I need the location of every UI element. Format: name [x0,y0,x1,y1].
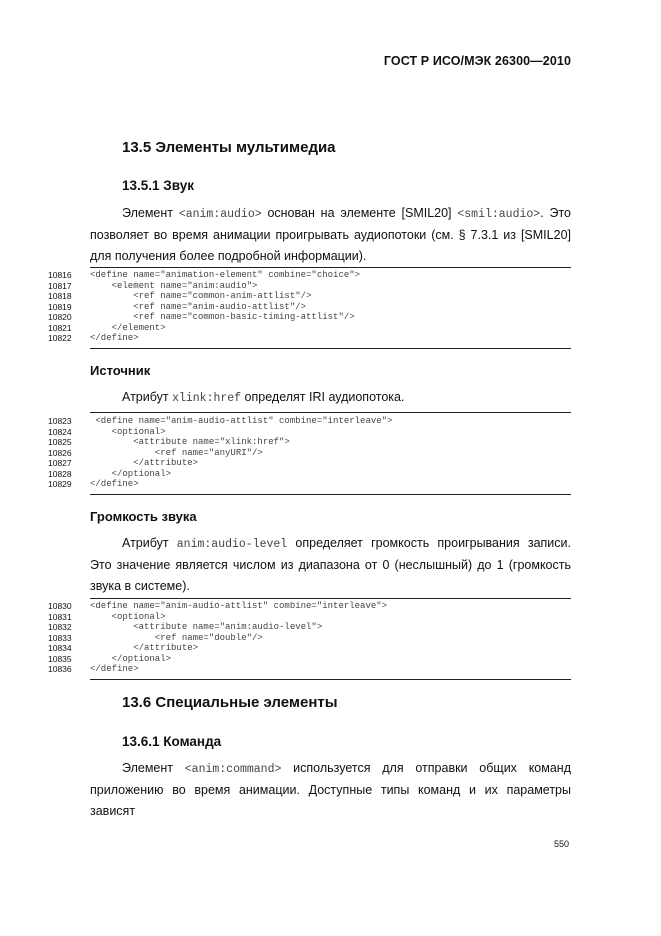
code-line [48,653,571,665]
code-block-1 [48,267,571,349]
line-number: 10825 [48,437,72,447]
code-text: </optional> [90,653,172,664]
line-number: 10822 [48,333,72,343]
code-text: <ref name="common-anim-attlist"/> [90,291,312,301]
code-line [48,270,571,281]
code-line [48,301,571,313]
code-text: </attribute> [90,643,199,653]
line-number: 10816 [48,270,72,280]
code-text: </define> [90,333,139,343]
code-line [48,622,571,633]
line-number: 10835 [48,653,72,664]
code-line [48,426,571,438]
audio-level-code: anim:audio-level [176,538,288,551]
line-number: 10824 [48,426,72,437]
code-text: <ref name="double"/> [90,632,263,643]
code-text: <optional> [90,611,166,622]
line-number: 10820 [48,312,72,322]
code-line [48,312,571,323]
page-number: 550 [553,839,569,849]
anim-audio-code: <anim:audio> [178,208,262,221]
xlink-href-code: xlink:href [172,392,242,405]
anim-command-code: <anim:command> [184,763,282,776]
line-number: 10821 [48,322,72,333]
line-number: 10836 [48,664,72,674]
code-line [48,458,571,469]
code-line [48,601,571,612]
code-text: </element> [90,322,166,333]
source-paragraph: Атрибут xlink:href определят IRI аудиопотока. [122,390,405,405]
line-number: 10817 [48,280,72,291]
code-text: <element name="anim:audio"> [90,280,258,291]
line-number: 10830 [48,601,72,611]
code-text: </define> [90,664,139,674]
code-text: <ref name="anim-audio-attlist"/> [90,301,307,312]
code-text: <define name="animation-element" combine="choice"> [90,270,361,280]
code-text: </define> [90,479,139,489]
code-text: <optional> [90,426,166,437]
section-13-5-title: 13.5 Элементы мультимедиа [122,139,336,156]
source-title: Источник [90,363,151,378]
line-number: 10832 [48,622,72,632]
line-number: 10829 [48,479,72,489]
document-header: ГОСТ Р ИСО/МЭК 26300—2010 [383,54,571,68]
code-line [48,447,571,459]
code-line [48,664,571,675]
command-paragraph: Элемент <anim:command> используется для отправки общих команд приложению во время анимации. Доступные типы команд и их параметры зависят [90,761,571,818]
code-line [48,643,571,654]
code-line [48,333,571,344]
code-line [48,632,571,644]
line-number: 10823 [48,416,72,426]
code-text: </attribute> [90,458,199,468]
line-number: 10833 [48,632,72,643]
code-line [48,291,571,302]
code-text: </optional> [90,468,172,479]
code-line [48,322,571,334]
audio-paragraph: Элемент <anim:audio> основан на элементе [SMIL20] <smil:audio>. Это позволяет во время анимации проигрывать аудиопотоки (см. § 7.3.1 из [SMIL20] для получения более подробной информации). [90,206,571,263]
code-block-3 [48,598,571,680]
code-text: <ref name="anyURI"/> [90,447,263,458]
line-number: 10819 [48,301,72,312]
code-line [48,611,571,623]
code-line [48,416,571,427]
code-text: <ref name="common-basic-timing-attlist"/> [90,312,355,322]
code-line [48,280,571,292]
line-number: 10828 [48,468,72,479]
line-number: 10826 [48,447,72,458]
section-13-6-1-title: 13.6.1 Команда [122,734,222,749]
code-text: <define name="anim-audio-attlist" combine="interleave"> [90,416,393,426]
code-text: <attribute name="xlink:href"> [90,437,290,447]
code-text: <define name="anim-audio-attlist" combine="interleave"> [90,601,388,611]
line-number: 10827 [48,458,72,468]
volume-title: Громкость звука [90,509,197,524]
section-13-6-title: 13.6 Специальные элементы [122,694,338,711]
volume-paragraph: Атрибут anim:audio-level определяет громкость проигрывания записи. Это значение является числом из диапазона от 0 (неслышный) до 1 (громкость звука в системе). [90,536,571,593]
code-line [48,437,571,448]
smil-audio-code: <smil:audio> [457,208,541,221]
line-number: 10831 [48,611,72,622]
line-number: 10818 [48,291,72,301]
line-number: 10834 [48,643,72,653]
code-text: <attribute name="anim:audio-level"> [90,622,323,632]
section-13-5-1-title: 13.5.1 Звук [122,178,194,193]
code-line [48,468,571,480]
code-line [48,479,571,490]
code-block-2 [48,412,571,495]
